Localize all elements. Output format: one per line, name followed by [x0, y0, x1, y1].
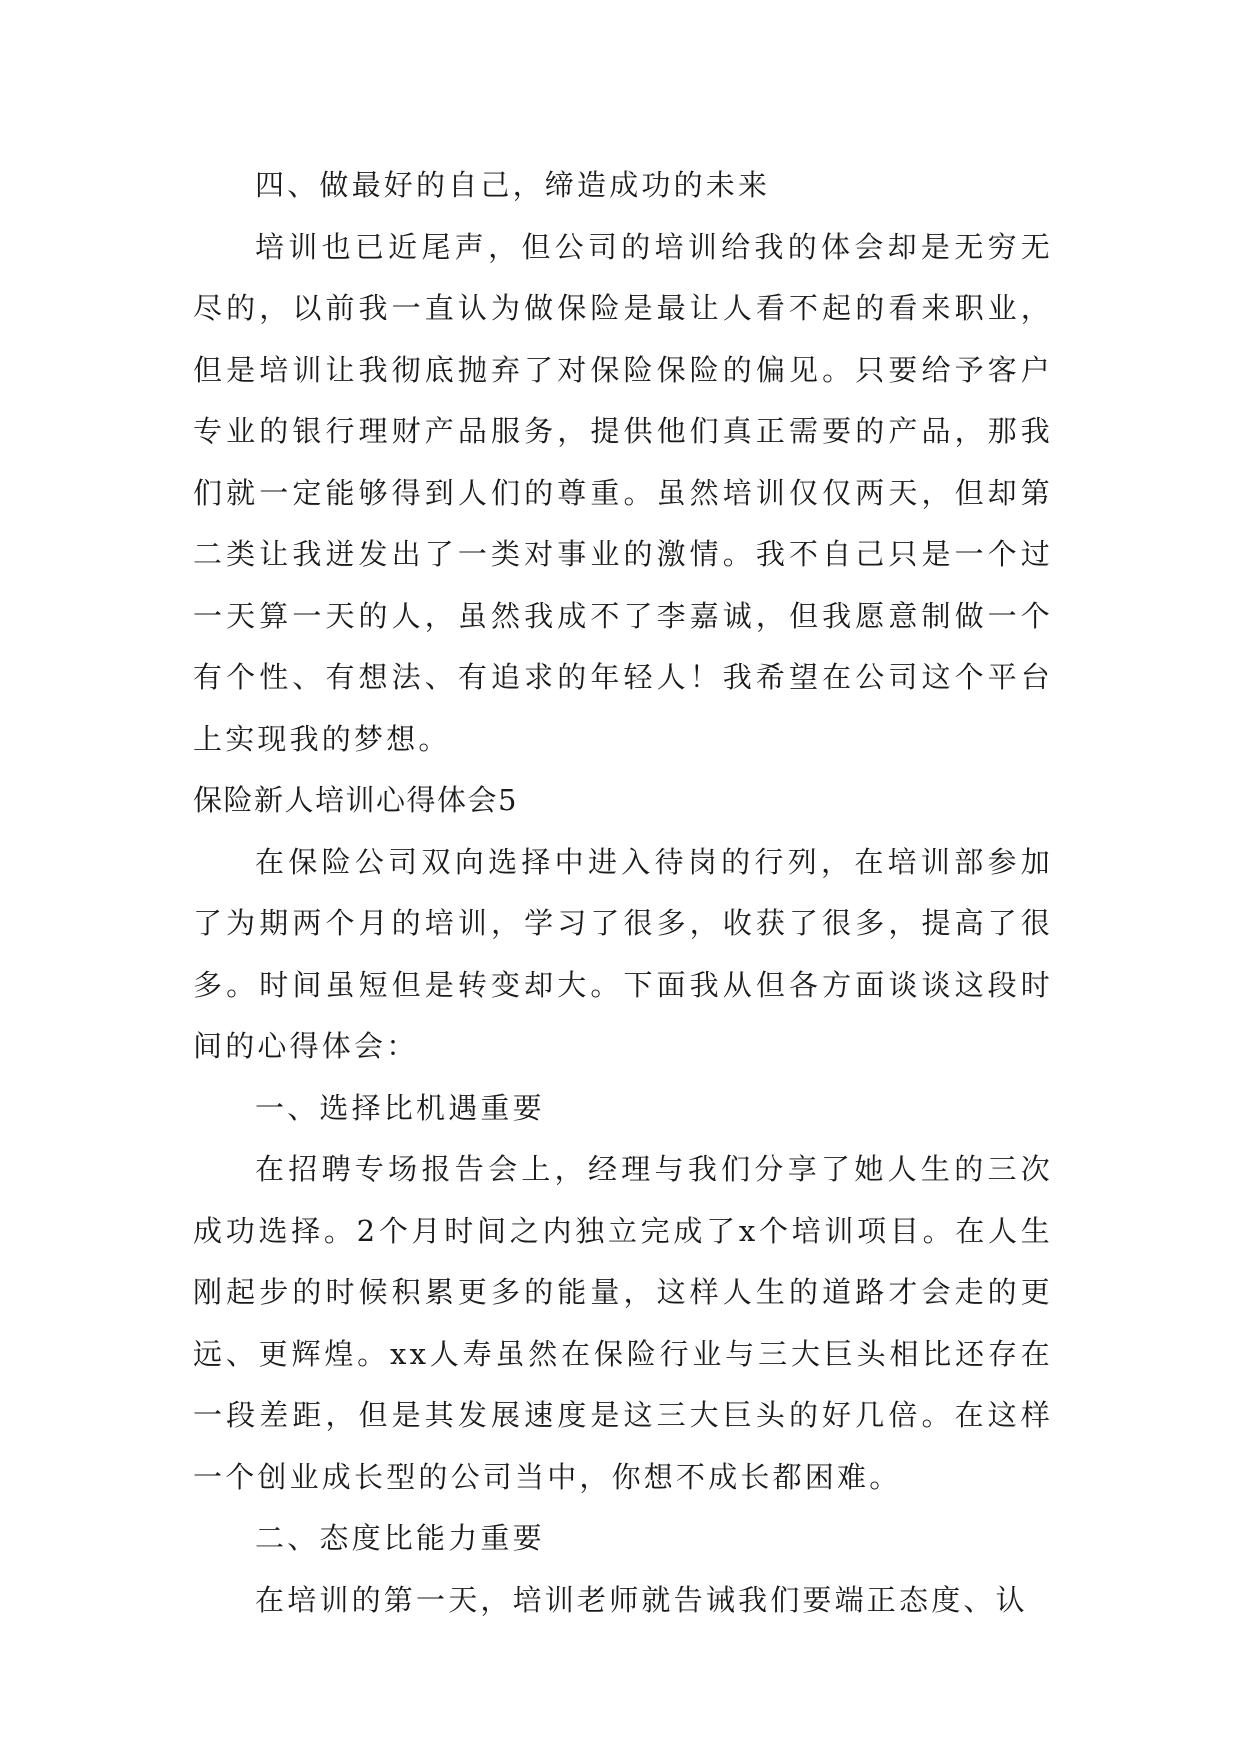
paragraph: 在培训的第一天，培训老师就告诫我们要端正态度、认: [255, 1582, 1028, 1617]
paragraph: 培训也已近尾声，但公司的培训给我的体会却是无穷无尽的，以前我一直认为做保险是最让人看不起的看来职业，但是培训让我彻底抛弃了对保险保险的偏见。只要给予客户专业的银行理财产品服务，提供他们真正需要的产品，那我们就一定能够得到人们的尊重。虽然培训仅仅两天，但却第二类让我迸发出了一类对事业的激情。我不自己只是一个过一天算一天的人，虽然我成不了李嘉诚，但我愿意制做一个有个性、有想法、有追求的年轻人！我希望在公司这个平台上实现我的梦想。: [193, 229, 1053, 756]
document-body: [193, 155, 1053, 1631]
section-heading-four: 四、做最好的自己，缔造成功的未来: [255, 168, 771, 202]
paragraph: 在招聘专场报告会上，经理与我们分享了她人生的三次成功选择。2个月时间之内独立完成了x个培训项目。在人生刚起步的时候积累更多的能量，这样人生的道路才会走的更远、更辉煌。xx人寿虽然在保险行业与三大巨头相比还存在一段差距，但是其发展速度是这三大巨头的好几倍。在这样一个创业成长型的公司当中，你想不成长都困难。: [193, 1152, 1053, 1494]
section-heading-two: 二、态度比能力重要: [255, 1521, 545, 1555]
paragraph: 在保险公司双向选择中进入待岗的行列，在培训部参加了为期两个月的培训，学习了很多，收获了很多，提高了很多。时间虽短但是转变却大。下面我从但各方面谈谈这段时间的心得体会：: [193, 844, 1053, 1063]
section-heading-one: 一、选择比机遇重要: [255, 1090, 545, 1125]
article-title: 保险新人培训心得体会5: [193, 783, 518, 817]
